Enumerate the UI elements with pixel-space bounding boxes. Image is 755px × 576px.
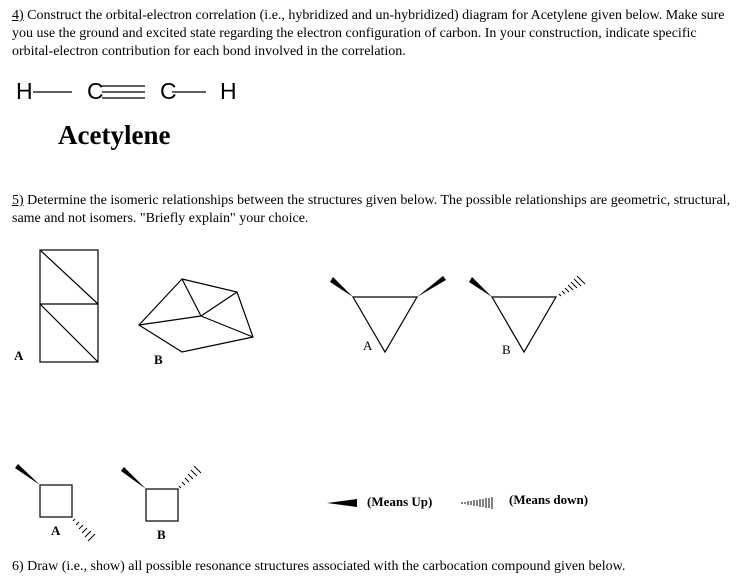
atom-c-right: C bbox=[160, 78, 177, 104]
label-3b: B bbox=[157, 527, 166, 542]
question-5 bbox=[12, 192, 737, 228]
wedge-legend-icon bbox=[327, 499, 357, 507]
question-4-text: Construct the orbital-electron correlation (i.e., hybridized and un-hybridized) diagram for Acetylene given below. Make sure you use the ground and excited state regarding the electron configuration of carbon. In your construction, indicate specific orbital-electron contribution for each bond involved in the correlation. bbox=[12, 8, 725, 59]
acetylene-bonds bbox=[33, 86, 206, 98]
legend-up-label: (Means Up) bbox=[367, 494, 433, 509]
hash-bond bbox=[559, 276, 585, 296]
structure-3b bbox=[121, 466, 201, 521]
hash-bond-3b bbox=[179, 466, 201, 488]
hash-legend-icon bbox=[462, 497, 492, 509]
acetylene-label: Acetylene bbox=[58, 120, 171, 150]
label-2b: B bbox=[502, 342, 511, 357]
label-2a: A bbox=[363, 338, 373, 353]
question-5-number: 5) bbox=[12, 193, 24, 208]
structure-2b bbox=[469, 276, 585, 352]
structure-1a bbox=[40, 250, 98, 362]
hash-bond-3a bbox=[73, 519, 95, 541]
question-4-number: 4) bbox=[12, 8, 24, 23]
atom-c-left: C bbox=[87, 78, 104, 104]
atom-h-left: H bbox=[16, 78, 33, 104]
label-3a: A bbox=[51, 523, 61, 538]
label-1a: A bbox=[14, 348, 24, 363]
legend-down-label: (Means down) bbox=[509, 492, 589, 507]
structure-1b bbox=[139, 279, 253, 352]
question-6: 6) Draw (i.e., show) all possible resonance structures associated with the carbocation compound given below. bbox=[12, 559, 626, 574]
label-1b: B bbox=[154, 352, 163, 367]
atom-h-right: H bbox=[220, 78, 237, 104]
question-5-text: Determine the isomeric relationships between the structures given below. The possible relationships are geometric, structural, same and not isomers. "Briefly explain" your choice. bbox=[12, 193, 731, 226]
structure-2a bbox=[330, 276, 446, 352]
